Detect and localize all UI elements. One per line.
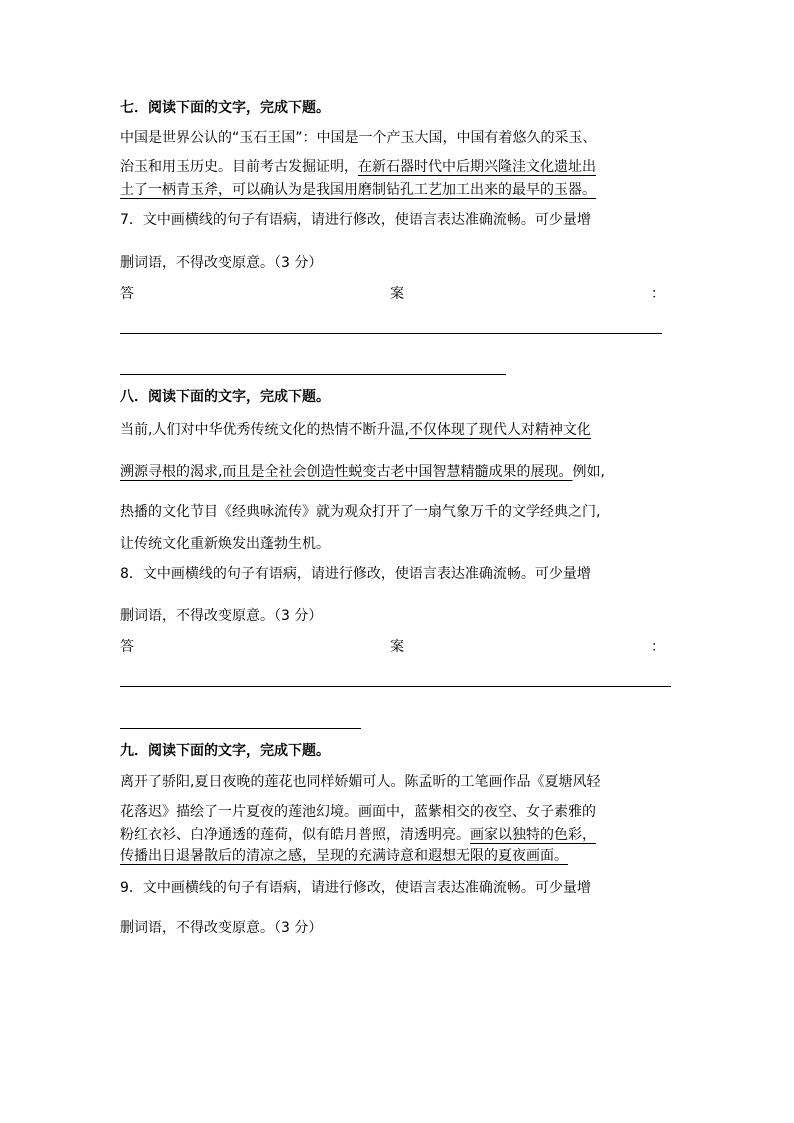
- q7-passage-text: 治玉和用玉历史。目前考古发掘证明，: [120, 159, 358, 175]
- q7-passage-line-2: [120, 157, 596, 177]
- q8-passage-line-1: [120, 420, 591, 440]
- q8-prompt-line-2: 删词语，不得改变原意。（3 分）: [120, 608, 323, 624]
- q9-passage-line-1: 离开了骄阳,夏日夜晚的莲花也同样娇媚可人。陈孟昕的工笔画作品《夏塘风轻: [120, 774, 601, 790]
- q7-answer-label: [120, 284, 665, 304]
- q9-passage-line-4: [120, 846, 568, 866]
- q8-answer-line-2[interactable]: [120, 728, 361, 729]
- q9-passage-line-3: [120, 825, 596, 845]
- q7-underlined-sentence-cont: 土了一柄青玉斧，可以确认为是我国用磨制钻孔工艺加工出来的最早的玉器。: [120, 182, 596, 198]
- q7-answer-line-1[interactable]: [120, 333, 662, 334]
- q8-answer-label: [120, 637, 665, 657]
- q9-passage-line-2: 花落迟》描绘了一片夏夜的莲池幻境。画面中，蓝紫相交的夜空、女子素雅的: [120, 804, 596, 820]
- q8-prompt-line-1: 8．文中画横线的句子有语病，请进行修改，使语言表达准确流畅。可少量增: [120, 566, 591, 582]
- q7-answer-char-2: 案: [390, 286, 404, 302]
- q7-underlined-sentence: 在新石器时代中后期兴隆洼文化遗址出: [358, 159, 596, 175]
- q9-heading: 九．阅读下面的文字，完成下题。: [120, 743, 330, 759]
- q8-passage-line-2: [120, 462, 605, 482]
- q7-answer-char-1: 答: [120, 286, 134, 302]
- q8-answer-char-1: 答: [120, 639, 134, 655]
- q8-passage-line-4: 让传统文化重新焕发出蓬勃生机。: [120, 536, 330, 552]
- q8-answer-colon: ：: [651, 639, 665, 655]
- q9-underlined-sentence: 画家以独特的色彩，: [470, 827, 596, 843]
- q8-answer-char-2: 案: [390, 639, 404, 655]
- q7-answer-colon: ：: [651, 286, 665, 302]
- q8-underlined-sentence: 不仅体现了现代人对精神文化: [408, 422, 591, 438]
- q7-answer-line-2[interactable]: [120, 374, 506, 375]
- q7-passage-line-3: [120, 180, 596, 200]
- q7-heading: 七．阅读下面的文字，完成下题。: [120, 100, 330, 116]
- q8-heading: 八．阅读下面的文字，完成下题。: [120, 389, 330, 405]
- q7-prompt-line-1: 7．文中画横线的句子有语病，请进行修改，使语言表达准确流畅。可少量增: [120, 212, 591, 228]
- q8-underlined-sentence-cont: 溯源寻根的渴求,而且是全社会创造性蜕变古老中国智慧精髓成果的展现。: [120, 464, 573, 480]
- q9-prompt-line-2: 删词语，不得改变原意。（3 分）: [120, 920, 323, 936]
- q8-passage-line-3: 热播的文化节目《经典咏流传》就为观众打开了一扇气象万千的文学经典之门,: [120, 504, 601, 520]
- q7-prompt-line-2: 删词语，不得改变原意。（3 分）: [120, 255, 323, 271]
- q8-passage-text: 当前,人们对中华优秀传统文化的热情不断升温,: [120, 422, 409, 438]
- q8-passage-text-2: 例如,: [572, 464, 605, 480]
- q8-answer-line-1[interactable]: [120, 686, 671, 687]
- q9-passage-text: 粉红衣衫、白净通透的莲荷，似有皓月普照，清透明亮。: [120, 827, 470, 843]
- q7-passage-line-1: 中国是世界公认的“玉石王国”：中国是一个产玉大国，中国有着悠久的采玉、: [120, 130, 597, 146]
- q9-prompt-line-1: 9．文中画横线的句子有语病，请进行修改，使语言表达准确流畅。可少量增: [120, 880, 591, 896]
- q9-underlined-sentence-cont: 传播出日退暑散后的清凉之感，呈现的充满诗意和遐想无限的夏夜画面。: [120, 848, 568, 864]
